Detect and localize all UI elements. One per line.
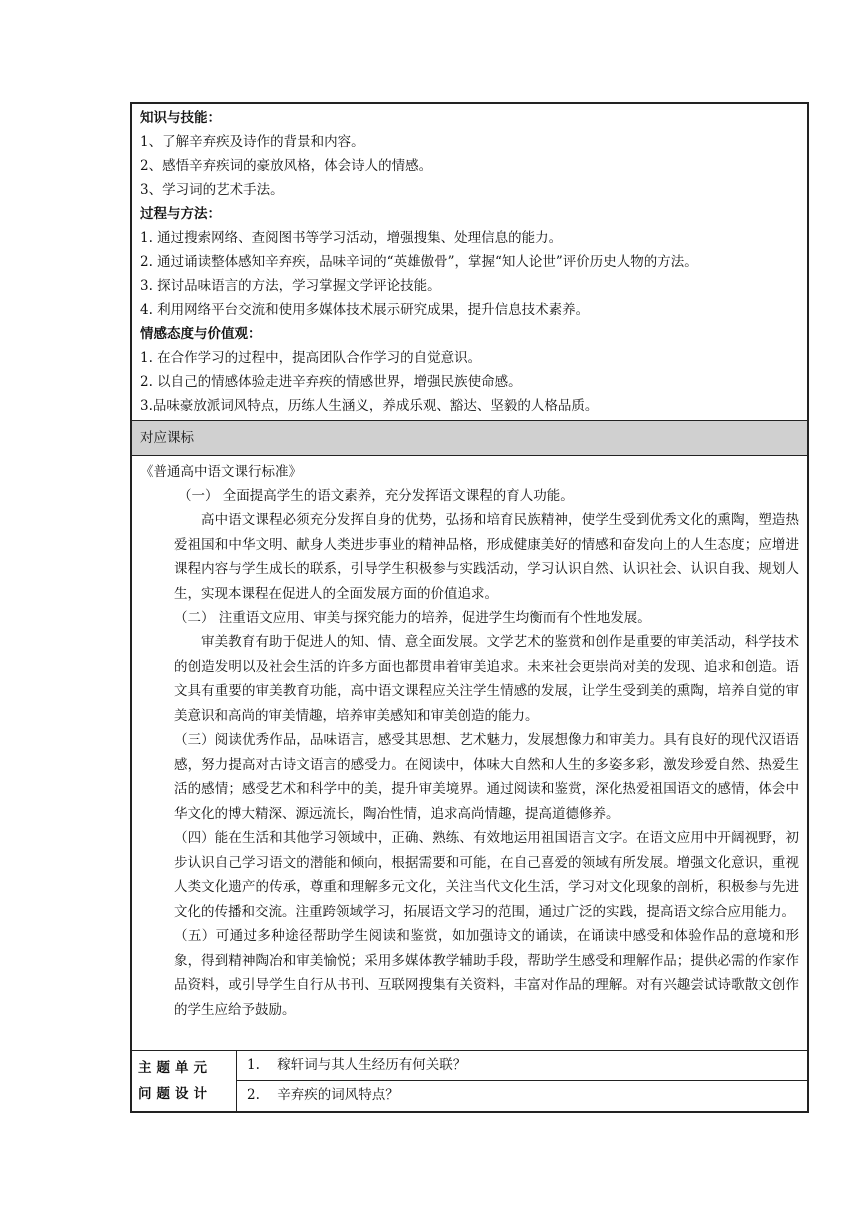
question-number: 1. [247,1057,260,1073]
process-item: 3. 探讨品味语言的方法，学习掌握文学评论技能。 [140,278,441,294]
process-item: 1. 通过搜索网络、查阅图书等学习活动，增强搜集、处理信息的能力。 [140,230,563,246]
knowledge-item: 3、学习词的艺术手法。 [140,182,284,198]
question-text: 辛弃疾的词风特点？ [277,1087,399,1103]
standard-2-title: （二） 注重语文应用、审美与探究能力的培养，促进学生均衡而有个性地发展。 [174,610,651,626]
question-item [237,1081,807,1110]
process-heading: 过程与方法： [140,206,221,222]
emotion-item: 2. 以自己的情感体验走进辛弃疾的情感世界，增强民族使命感。 [140,374,522,390]
standard-5: （五）可通过多种途径帮助学生阅读和鉴赏，如加强诗文的诵读，在诵读中感受和体验作品的意境和形象，得到精神陶冶和审美愉悦；采用多媒体教学辅助手段，帮助学生感受和理解作品；提供必需的作家作品资料，或引导学生自行从书刊、互联网搜集有关资料，丰富对作品的理解。对有兴趣尝试诗歌散文创作的学生应给予鼓励。 [174,928,799,1018]
question-number: 2. [247,1087,260,1103]
question-text: 稼轩词与其人生经历有何关联？ [277,1057,467,1073]
emotion-heading: 情感态度与价值观： [140,326,262,342]
standard-1-title: （一） 全面提高学生的语文素养，充分发挥语文课程的育人功能。 [178,488,574,504]
questions-label: 主题单元问题设计 [132,1051,237,1111]
standard-3: （三）阅读优秀作品，品味语言，感受其思想、艺术魅力，发展想像力和审美力。具有良好的现代汉语语感，努力提高对古诗文语言的感受力。在阅读中，体味大自然和人生的多姿多彩，激发珍爱自然、热爱生活的感情；感受艺术和科学中的美，提升审美境界。通过阅读和鉴赏，深化热爱祖国语文的感情，体会中华文化的博大精深、源远流长，陶冶性情，追求高尚情趣，提高道德修养。 [174,732,799,822]
emotion-item: 1. 在合作学习的过程中，提高团队合作学习的自觉意识。 [140,350,482,366]
standard-2-body: 审美教育有助于促进人的知、情、意全面发展。文学艺术的鉴赏和创作是重要的审美活动，科学技术的创造发明以及社会生活的许多方面也都贯串着审美追求。未来社会更崇尚对美的发现、追求和创造。语文具有重要的审美教育功能，高中语文课程应关注学生情感的发展，让学生受到美的熏陶，培养自觉的审美意识和高尚的审美情趣，培养审美感知和审美创造的能力。 [174,634,799,724]
standard-4: （四）能在生活和其他学习领域中，正确、熟练、有效地运用祖国语言文字。在语文应用中开阔视野，初步认识自己学习语文的潜能和倾向，根据需要和可能，在自己喜爱的领域有所发展。增强文化意识，重视人类文化遗产的传承，尊重和理解多元文化，关注当代文化生活，学习对文化现象的剖析，积极参与先进文化的传播和交流。注重跨领域学习，拓展语文学习的范围，通过广泛的实践，提高语文综合应用能力。 [174,830,799,920]
knowledge-item: 1、了解辛弃疾及诗作的背景和内容。 [140,134,365,150]
emotion-item: 3.品味豪放派词风特点，历练人生涵义，养成乐观、豁达、坚毅的人格品质。 [140,398,599,414]
questions-list [237,1051,807,1111]
knowledge-heading: 知识与技能： [140,110,221,126]
questions-section [132,1051,807,1111]
knowledge-item: 2、感悟辛弃疾词的豪放风格，体会诗人的情感。 [140,158,433,174]
process-item: 2. 通过诵读整体感知辛弃疾，品味辛词的“英雄傲骨”，掌握“知人论世”评价历史人物的方法。 [140,254,698,270]
standards-source: 《普通高中语文课行标准》 [140,464,302,480]
objectives-section [132,104,807,421]
standards-section [132,456,807,1051]
question-item [237,1051,807,1081]
process-item: 4. 利用网络平台交流和使用多媒体技术展示研究成果，提升信息技术素养。 [140,302,590,318]
standards-header: 对应课标 [132,421,807,456]
standard-1-body: 高中语文课程必须充分发挥自身的优势，弘扬和培育民族精神，使学生受到优秀文化的熏陶，塑造热爱祖国和中华文明、献身人类进步事业的精神品格，形成健康美好的情感和奋发向上的人生态度；应增进课程内容与学生成长的联系，引导学生积极参与实践活动，学习认识自然、认识社会、认识自我、规划人生，实现本课程在促进人的全面发展方面的价值追求。 [174,512,799,602]
lesson-plan-table [130,102,809,1113]
